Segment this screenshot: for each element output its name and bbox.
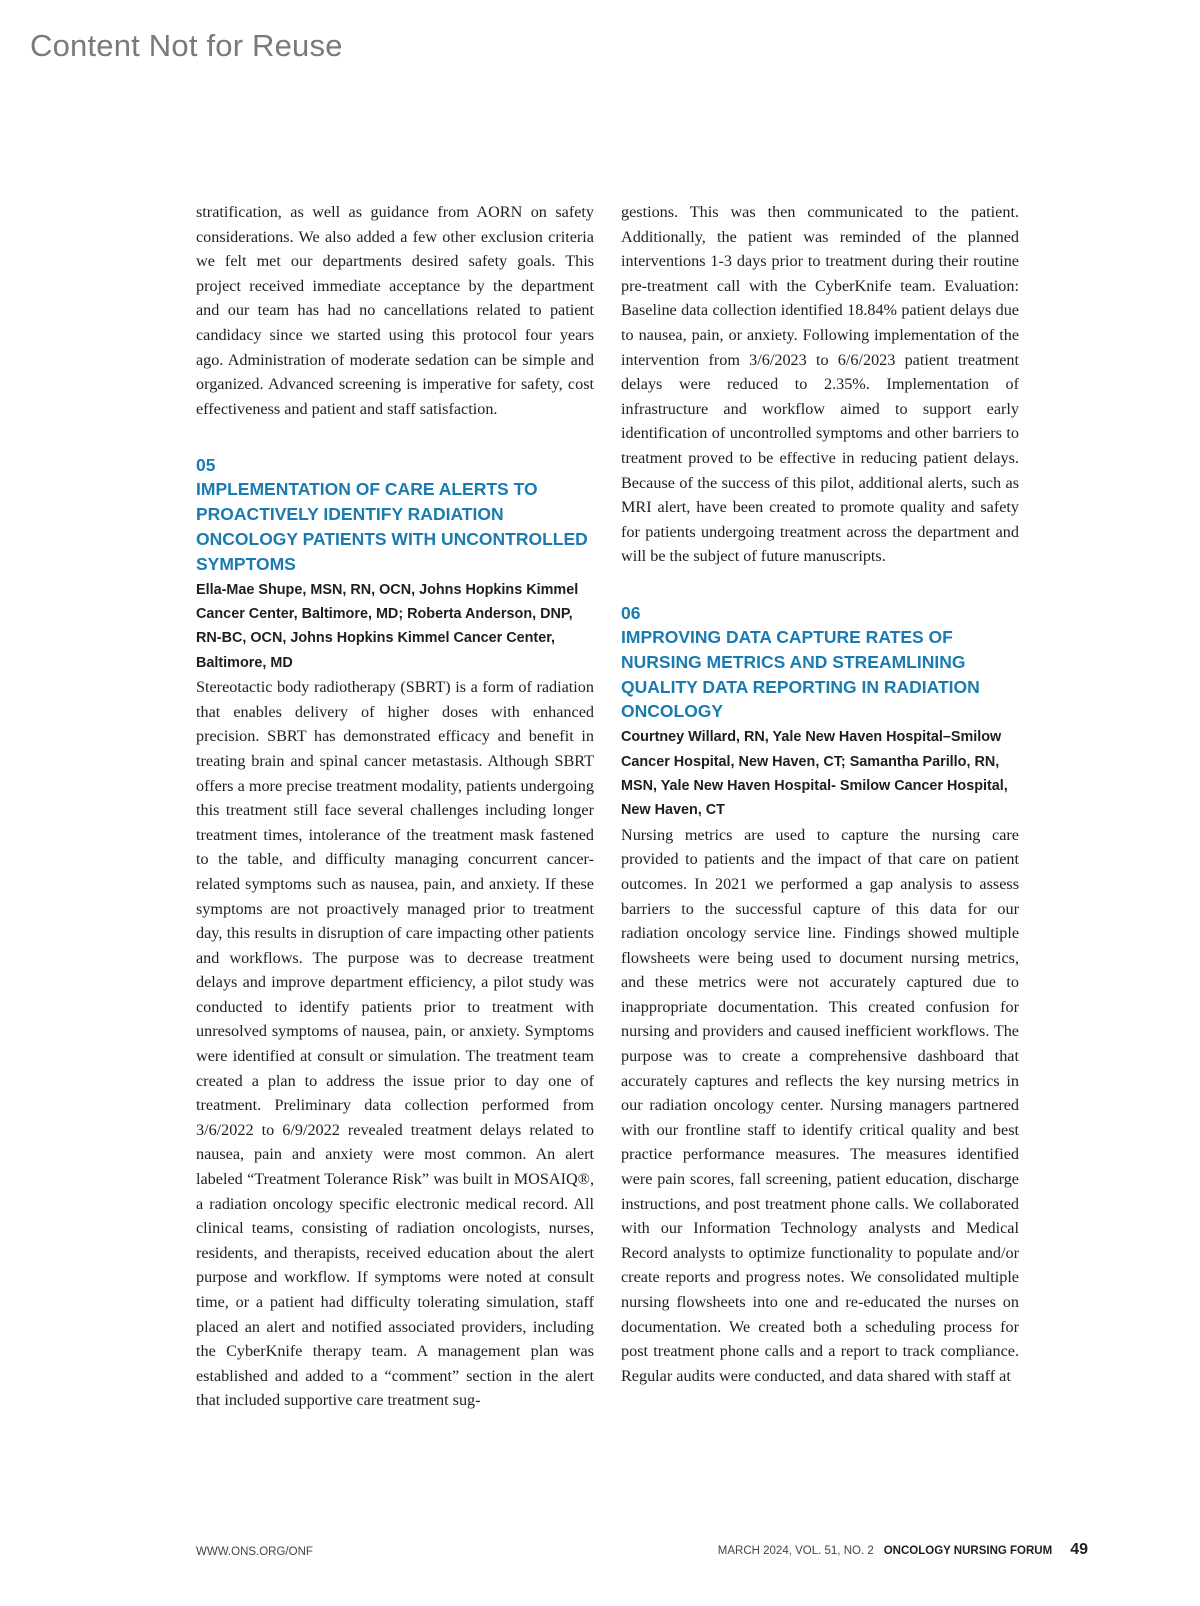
right-column	[621, 200, 1019, 1388]
continuation-paragraph: gestions. This was then communicated to the patient. Additionally, the patient was reminded of the planned interventions 1-3 days prior to treatment during their routine pre-treatment call with the CyberKnife team. Evaluation: Baseline data collection identified 18.84% patient delays due to nausea, pain, or anxiety. Following implementation of the intervention from 3/6/2023 to 6/6/2023 patient treatment delays were reduced to 2.35%. Implementation of infrastructure and workflow aimed to support early identification of uncontrolled symptoms and other barriers to treatment proved to be effective in reducing patient delays. Because of the success of this pilot, additional alerts, such as MRI alert, have been created to promote quality and safety for patients undergoing treatment across the department and will be the subject of future manuscripts.	[621, 203, 1019, 566]
intro-paragraph: stratification, as well as guidance from AORN on safety considerations. We also added a few other exclusion criteria we felt met our departments desired safety goals. This project received immediate acceptance by the department and our team has had no cancellations related to patient candidacy since we started using this protocol four years ago. Administration of moderate sedation can be simple and organized. Advanced screening is imperative for safety, cost effectiveness and patient and staff satisfaction.	[196, 203, 594, 418]
watermark-text: Content Not for Reuse	[30, 28, 343, 63]
left-column	[196, 200, 594, 1413]
footer-url[interactable]: WWW.ONS.ORG/ONF	[196, 1546, 313, 1558]
abstract-authors: Courtney Willard, RN, Yale New Haven Hospital–Smilow Cancer Hospital, New Haven, CT; Samantha Parillo, RN, MSN, Yale New Haven Hospital- Smilow Cancer Hospital, New Haven, CT	[621, 729, 1008, 819]
footer-right	[718, 1541, 1088, 1559]
abstract-number: 06	[621, 602, 641, 623]
abstract-title: IMPLEMENTATION OF CARE ALERTS TO PROACTIVELY IDENTIFY RADIATION ONCOLOGY PATIENTS WITH UNCONTROLLED SYMPTOMS	[196, 479, 588, 574]
footer-issue: MARCH 2024, VOL. 51, NO. 2	[717, 1545, 874, 1557]
page-number: 49	[1070, 1541, 1088, 1558]
abstract-authors: Ella-Mae Shupe, MSN, RN, OCN, Johns Hopkins Kimmel Cancer Center, Baltimore, MD; Roberta Anderson, DNP, RN-BC, OCN, Johns Hopkins Kimmel Cancer Center, Baltimore, MD	[196, 581, 579, 671]
abstract-number: 05	[196, 455, 216, 476]
abstract-title: IMPROVING DATA CAPTURE RATES OF NURSING METRICS AND STREAMLINING QUALITY DATA REPORTING IN RADIATION ONCOLOGY	[621, 626, 980, 722]
abstract-body: Nursing metrics are used to capture the nursing care provided to patients and the impact of that care on patient outcomes. In 2021 we performed a gap analysis to assess barriers to the successful capture of this data for our radiation oncology service line. Findings showed multiple flowsheets were being used to document nursing metrics, and these metrics were not accurately captured due to inappropriate documentation. This created confusion for nursing and providers and caused inefficient workflows. The purpose was to create a comprehensive dashboard that accurately captures and reflects the key nursing metrics in our radiation oncology center. Nursing managers partnered with our frontline staff to identify critical quality and best practice performance measures. The measures identified were pain scores, fall screening, patient education, discharge instructions, and post treatment phone calls. We collaborated with our Information Technology analysts and Medical Record analysts to optimize functionality to populate and/or create reports and progress notes. We consolidated multiple nursing flowsheets into one and re-educated the nurses on documentation. We created both a scheduling process for post treatment phone calls and a report to track compliance. Regular audits were conducted, and data shared with staff at	[621, 825, 1019, 1385]
abstract-body: Stereotactic body radiotherapy (SBRT) is a form of radiation that enables delivery of higher doses with enhanced precision. SBRT has demonstrated efficacy and benefit in treating brain and spinal cancer metastasis. Although SBRT offers a more precise treatment modality, patients undergoing this treatment still face several challenges including longer treatment times, intolerance of the treatment mask fastened to the table, and difficulty managing concurrent cancer-related symptoms such as nausea, pain, and anxiety. If these symptoms are not proactively managed prior to treatment day, this results in disruption of care impacting other patients and workflows. The purpose was to decrease treatment delays and improve department efficiency, a pilot study was conducted to identify patients prior to treatment with unresolved symptoms of nausea, pain, or anxiety. Symptoms were identified at consult or simulation. The treatment team created a plan to address the issue prior to day one of treatment. Preliminary data collection performed from 3/6/2022 to 6/9/2022 revealed treatment delays related to nausea, pain and anxiety were most common. An alert labeled “Treatment Tolerance Risk” was built in MOSAIQ®, a radiation oncology specific electronic medical record. All clinical teams, consisting of radiation oncologists, nurses, residents, and therapists, received education about the alert purpose and workflow. If symptoms were noted at consult time, or a patient had difficulty tolerating simulation, staff placed an alert and notified associated providers, including the CyberKnife therapy team. A management plan was established and added to a “comment” section in the alert that included supportive care treatment sug-	[196, 678, 594, 1410]
footer-journal: ONCOLOGY NURSING FORUM	[883, 1545, 1053, 1557]
